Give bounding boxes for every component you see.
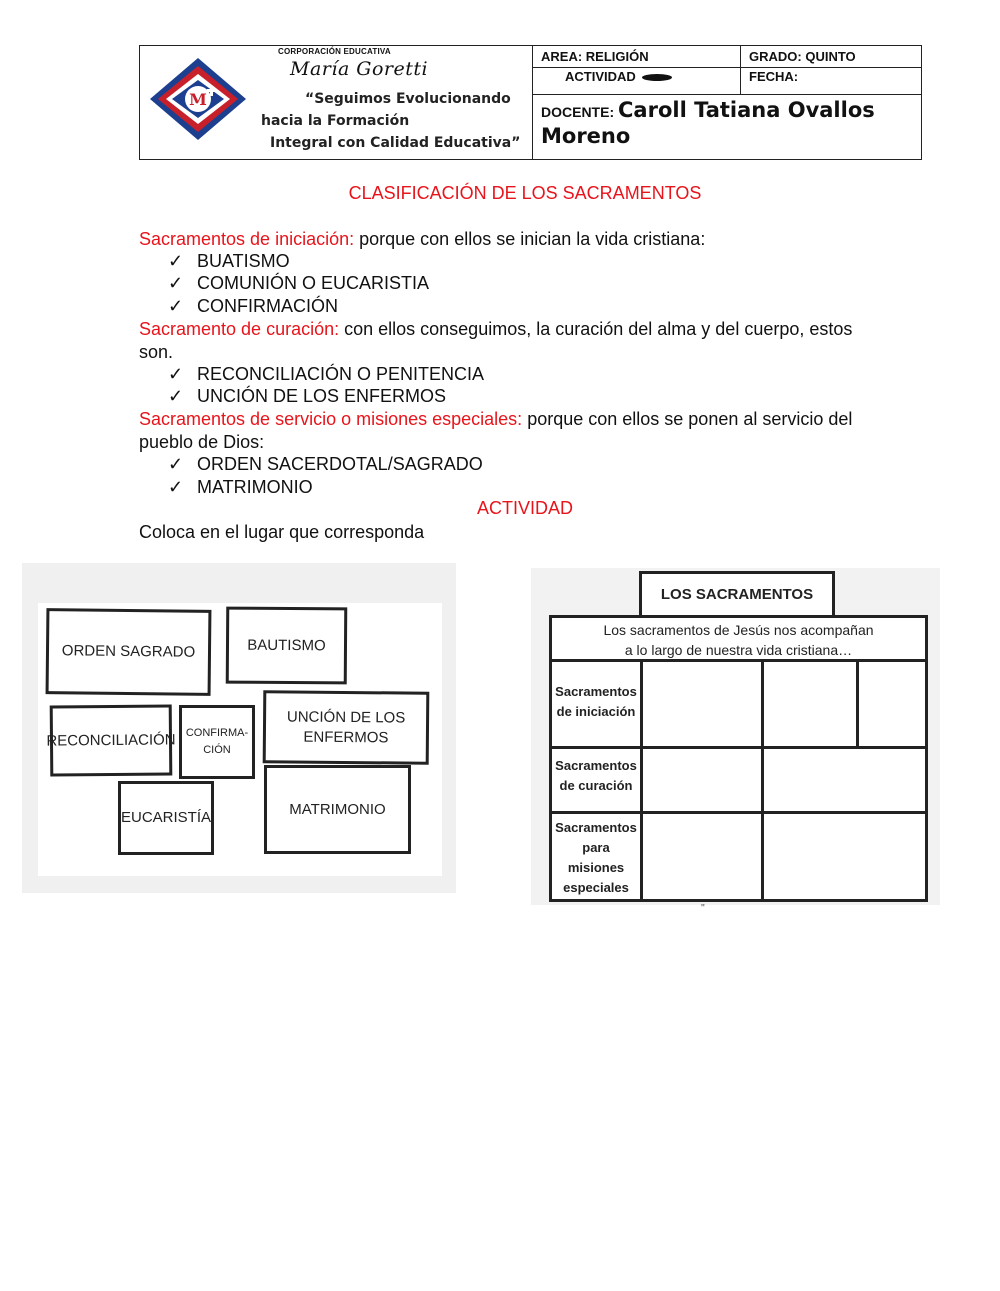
grado-label: GRADO: QUINTO (749, 49, 856, 64)
section-curacion (139, 318, 929, 363)
section-text: son. (139, 341, 174, 362)
cards-area (38, 603, 442, 876)
card-orden-sagrado[interactable] (46, 608, 212, 696)
list-item-text: RECONCILIACIÓN O PENITENCIA (197, 364, 485, 384)
motto-line-1: “Seguimos Evolucionando (305, 91, 511, 107)
check-icon: ✓ (168, 296, 184, 316)
section-servicio (139, 408, 929, 453)
actividad-label: ACTIVIDAD (565, 69, 636, 84)
row-label-line: de curación (559, 778, 633, 793)
row-label-line: Sacramentos (555, 684, 637, 699)
row-label-curacion (552, 756, 640, 796)
card-eucaristia[interactable] (118, 781, 214, 855)
list-item-text: ORDEN SACERDOTAL/SAGRADO (197, 454, 483, 474)
section-text: pueblo de Dios: (139, 431, 265, 452)
list-item-text: UNCIÓN DE LOS ENFERMOS (197, 386, 447, 406)
card-label: CONFIRMA- (185, 727, 249, 739)
list-item-text: COMUNIÓN O EUCARISTIA (197, 273, 430, 293)
row-label-line: especiales (563, 880, 629, 895)
card-reconciliacion[interactable] (46, 704, 176, 776)
row-label-misiones (552, 818, 640, 898)
drop-cell-iniciacion-3[interactable] (859, 665, 925, 746)
section-heading: Sacramentos de servicio o misiones especiales: (139, 409, 523, 429)
section-heading: Sacramentos de iniciación: (139, 229, 355, 249)
card-label: ENFERMOS (303, 728, 389, 746)
check-icon: ✓ (168, 477, 184, 497)
card-label: ORDEN SAGRADO (61, 642, 196, 661)
subtitle-line: Los sacramentos de Jesús nos acompañan (603, 622, 874, 638)
table-subtitle (552, 618, 925, 662)
list-item (168, 363, 484, 386)
divider (533, 67, 921, 68)
list-item-text: CONFIRMACIÓN (197, 296, 338, 316)
drop-cell-misiones-1[interactable] (643, 814, 761, 899)
subtitle-line: a lo largo de nuestra vida cristiana… (624, 642, 853, 658)
row-label-line: misiones (567, 860, 625, 875)
sacramentos-table-image (531, 568, 940, 914)
motto-line-2: hacia la Formación (261, 113, 410, 129)
docente-label: DOCENTE: (541, 104, 615, 120)
section-text: porque con ellos se ponen al servicio del (522, 409, 853, 429)
header-table (139, 45, 922, 160)
docente-name-line-2: Moreno (541, 124, 631, 148)
check-icon: ✓ (168, 364, 184, 384)
section-heading: Sacramento de curación: (139, 319, 340, 339)
docente-name-line-1: Caroll Tatiana Ovallos (618, 98, 875, 122)
corporation-label: CORPORACIÓN EDUCATIVA (278, 47, 391, 56)
list-item (168, 295, 338, 318)
actividad-cell (565, 69, 672, 84)
drop-cell-curacion-2[interactable] (764, 749, 925, 811)
row-label-line: Sacramentos (555, 758, 637, 773)
fecha-label: FECHA: (749, 69, 799, 84)
section-iniciacion (139, 228, 929, 251)
instruction-text: Coloca en el lugar que corresponda (139, 522, 425, 542)
row-label-line: de iniciación (556, 704, 636, 719)
page-title: CLASIFICACIÓN DE LOS SACRAMENTOS (348, 183, 702, 203)
motto-line-3: Integral con Calidad Educativa” (270, 135, 521, 151)
cards-image (22, 563, 456, 893)
row-label-line: Sacramentos (555, 820, 637, 835)
list-item (168, 476, 313, 499)
header-info-cell (533, 46, 921, 159)
list-item (168, 453, 483, 476)
card-label: CIÓN (203, 744, 231, 756)
check-icon: ✓ (168, 273, 184, 293)
list-item (168, 272, 429, 295)
section-text: con ellos conseguimos, la curación del alma y del cuerpo, estos (339, 319, 853, 339)
card-label: EUCARISTÍA (121, 809, 212, 826)
list-item-text: BUATISMO (197, 251, 290, 271)
school-logo (148, 56, 248, 142)
card-label: UNCIÓN DE LOS (286, 707, 406, 727)
row-label-iniciacion (552, 682, 640, 722)
activity-title: ACTIVIDAD (476, 498, 573, 518)
sacramentos-table (549, 615, 928, 902)
header-school-cell (140, 46, 533, 159)
card-label: MATRIMONIO (289, 800, 386, 818)
check-icon: ✓ (168, 386, 184, 406)
divider (740, 46, 741, 94)
svg-text:M: M (189, 90, 207, 109)
school-name: María Goretti (290, 58, 429, 80)
card-label: RECONCILIACIÓN (46, 730, 176, 750)
check-icon: ✓ (168, 251, 184, 271)
card-uncion[interactable] (263, 690, 430, 764)
divider (533, 94, 921, 95)
area-label: AREA: RELIGIÓN (541, 49, 649, 64)
list-item (168, 250, 290, 273)
table-title: LOS SACRAMENTOS (639, 571, 835, 615)
card-confirmacion[interactable] (179, 705, 255, 779)
row-label-line: para (582, 840, 610, 855)
dash-mark (642, 74, 672, 81)
list-item-text: MATRIMONIO (197, 477, 313, 497)
drop-cell-iniciacion-1[interactable] (643, 665, 761, 746)
scan-marks: '' (701, 903, 705, 914)
card-label: BAUTISMO (247, 636, 326, 654)
drop-cell-iniciacion-2[interactable] (764, 665, 856, 746)
drop-cell-misiones-2[interactable] (764, 814, 925, 899)
section-text: porque con ellos se inician la vida cristiana: (354, 229, 706, 249)
drop-cell-curacion-1[interactable] (643, 749, 761, 811)
list-item (168, 385, 446, 408)
card-matrimonio[interactable] (264, 765, 411, 854)
check-icon: ✓ (168, 454, 184, 474)
docente-cell (541, 98, 875, 148)
card-bautismo[interactable] (226, 607, 348, 685)
